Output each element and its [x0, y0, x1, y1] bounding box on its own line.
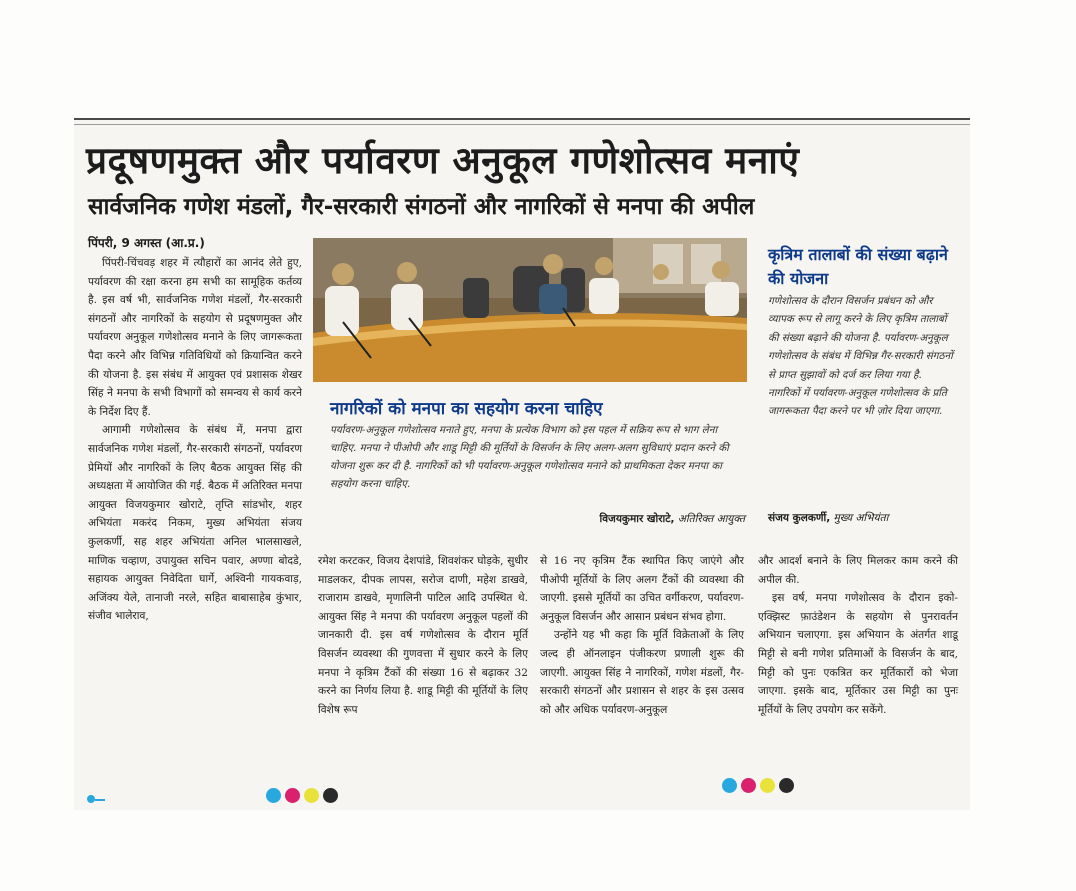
side-box-signature	[768, 511, 958, 525]
black-dot-icon	[323, 788, 338, 803]
article-column-4	[758, 552, 958, 719]
cyan-dot-icon	[722, 778, 737, 793]
signer-name: संजय कुलकर्णी,	[768, 512, 831, 524]
yellow-dot-icon	[760, 778, 775, 793]
paragraph: रमेश करटकर, विजय देशपांडे, शिवशंकर घोड़के, सुधीर माडलकर, दीपक लापस, सरोज दाणी, महेश डाखवे, राजाराम डाखवे, मृणालिनी पाटिल आदि उपस्थित थे. आयुक्त सिंह ने मनपा की पर्यावरण अनुकूल पहलों की जानकारी दी. इस वर्ष गणेशोत्सव के दौरान मूर्ति विसर्जन व्यवस्था की गुणवत्ता में सुधार करने के लिए मनपा ने कृत्रिम टैंकों की संख्या 16 से बढ़ाकर 32 करने का निर्णय लिया है. शाडू मिट्टी की मूर्तियों के लिए विशेष रूप	[318, 555, 528, 716]
paragraph: और आदर्श बनाने के लिए मिलकर काम करने की अपील की.	[758, 555, 958, 586]
signer-role: मुख्य अभियंता	[833, 512, 889, 524]
black-dot-icon	[779, 778, 794, 793]
cyan-dot-icon	[266, 788, 281, 803]
paragraph: उन्होंने यह भी कहा कि मूर्ति विक्रेताओं के लिए जल्द ही ऑनलाइन पंजीकरण प्रणाली शुरू की जाएगी. आयुक्त सिंह ने नागरिकों, गणेश मंडलों, गैर-सरकारी संगठनों और प्रशासन से शहर के इस उत्सव को और अधिक पर्यावरण-अनुकूल	[540, 629, 744, 716]
article-column-2	[318, 552, 528, 719]
quote-box-signature	[535, 512, 745, 526]
paragraph: पिंपरी-चिंचवड़ शहर में त्यौहारों का आनंद लेते हुए, पर्यावरण की रक्षा करना हम सभी का सामूहिक कर्तव्य है. इस वर्ष भी, सार्वजनिक गणेश मंडलों, गैर-सरकारी संगठनों और नागरिकों के सहयोग से प्रदूषणमुक्त और पर्यावरण अनुकूल गणेशोत्सव मनाने के लिए जागरूकता पैदा करने और विभिन्न गतिविधियों को क्रियान्वित करने की योजना है. इस संबंध में आयुक्त एवं प्रशासक शेखर सिंह ने मनपा के सभी विभागों को समन्वय से कार्य करने के निर्देश दिए हैं.	[88, 257, 302, 418]
quote-box-text: पर्यावरण-अनुकूल गणेशोत्सव मनाते हुए, मनपा के प्रत्येक विभाग को इस पहल में सक्रिय रूप से भाग लेना चाहिए. मनपा ने पीओपी और शाडू मिट्टी की मूर्तियों के विसर्जन के लिए अलग-अलग सुविधाएं प्रदान करने की योजना शुरू कर दी है. नागरिकों को भी पर्यावरण-अनुकूल गणेशोत्सव मनाने को प्राथमिकता देकर मनपा का सहयोग करना चाहिए.	[330, 424, 729, 490]
subheadline: सार्वजनिक गणेश मंडलों, गैर-सरकारी संगठनों और नागरिकों से मनपा की अपील	[88, 194, 755, 220]
yellow-dot-icon	[304, 788, 319, 803]
paragraph: से 16 नए कृत्रिम टैंक स्थापित किए जाएंगे और पीओपी मूर्तियों के लिए अलग टैंकों की व्यवस्था की जाएगी. इससे मूर्तियों का उचित वर्गीकरण, पर्यावरण-अनुकूल विसर्जन और आसान प्रबंधन संभव होगा.	[540, 555, 744, 623]
top-rule	[74, 124, 970, 125]
registration-dots-icon	[722, 778, 794, 793]
side-box-title: कृत्रिम तालाबों की संख्या बढ़ाने की योजना	[768, 245, 948, 288]
side-box-text: गणेशोत्सव के दौरान विसर्जन प्रबंधन को और व्यापक रूप से लागू करने के लिए कृत्रिम तालाबों की संख्या बढ़ाने की योजना है. पर्यावरण-अनुकूल गणेशोत्सव के संबंध में विभिन्न गैर-सरकारी संगठनों से प्राप्त सुझावों को दर्ज कर लिया गया है. नागरिकों में पर्यावरण-अनुकूल गणेशोत्सव के प्रति जागरूकता पैदा करने पर भी ज़ोर दिया जाएगा.	[768, 295, 953, 418]
magenta-dot-icon	[741, 778, 756, 793]
magenta-dot-icon	[285, 788, 300, 803]
meeting-photo-icon	[313, 238, 747, 382]
headline: प्रदूषणमुक्त और पर्यावरण अनुकूल गणेशोत्सव मनाएं	[86, 139, 800, 182]
dateline: पिंपरी, 9 अगस्त (आ.प्र.)	[88, 236, 205, 250]
meeting-photo	[313, 238, 747, 382]
quote-box-title: नागरिकों को मनपा का सहयोग करना चाहिए	[330, 399, 603, 419]
registration-dots-icon	[266, 788, 338, 803]
registration-mark-icon	[86, 793, 106, 805]
signer-role: अतिरिक्त आयुक्त	[677, 513, 745, 525]
signer-name: विजयकुमार खोराटे,	[599, 513, 675, 525]
paragraph: आगामी गणेशोत्सव के संबंध में, मनपा द्वारा सार्वजनिक गणेश मंडलों, गैर-सरकारी संगठनों, पर्यावरण प्रेमियों और नागरिकों के लिए बैठक आयुक्त सिंह की अध्यक्षता में आयोजित की गई. बैठक में अतिरिक्त मनपा आयुक्त विजयकुमार खोराटे, तृप्ति सांडभोर, शहर अभियंता मकरंद निकम, मुख्य अभियंता संजय कुलकर्णी, सह शहर अभियंता अनिल भालसाखले, माणिक चव्हाण, उपायुक्त सचिन पवार, अण्णा बोदडे, सहायक आयुक्त निवेदिता घार्गे, अश्विनी गायकवाड़, अजिंक्य येले, तानाजी नरले, सहित बाबासाहेब कुंभार, संजीव भालेराव,	[88, 424, 302, 623]
paragraph: इस वर्ष, मनपा गणेशोत्सव के दौरान इको-एक्झिस्ट फ़ाउंडेशन के सहयोग से पुनरावर्तन अभियान चलाएगा. इस अभियान के अंतर्गत शाडू मिट्टी से बनी गणेश प्रतिमाओं के विसर्जन के बाद, मिट्टी को पुनः एकत्रित कर मूर्तिकारों को भेजा जाएगा. इसके बाद, मूर्तिकार उस मिट्टी का पुनः मूर्तियों के लिए उपयोग कर सकेंगे.	[758, 592, 958, 716]
article-column-3	[540, 552, 744, 719]
article-column-1	[88, 254, 302, 626]
